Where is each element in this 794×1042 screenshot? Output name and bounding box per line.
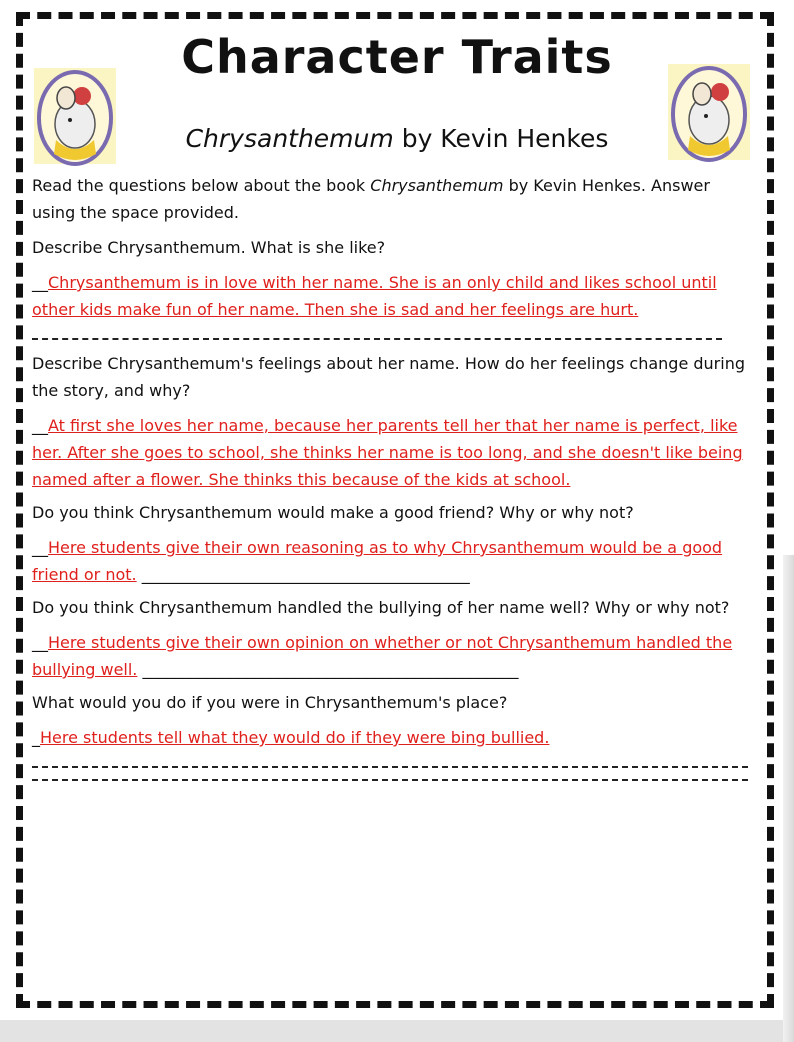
intro-text	[32, 172, 750, 226]
blank-answer-line[interactable]	[32, 778, 748, 781]
answer-suffix-blank: _______________________________________________	[137, 660, 519, 679]
page-subtitle	[0, 124, 794, 153]
intro-book-title: Chrysanthemum	[370, 176, 504, 195]
answer-prefix: __	[32, 538, 48, 557]
question-4: Do you think Chrysanthemum handled the bullying of her name well? Why or why not?	[32, 598, 730, 617]
answer-text: Chrysanthemum is in love with her name. She is an only child and likes school until other kids make fun of her name. Then she is sad and her feelings are hurt.	[32, 273, 717, 319]
answer-prefix: __	[32, 633, 48, 652]
answer-prefix: __	[32, 273, 48, 292]
blank-answer-line[interactable]	[32, 765, 748, 768]
page-edge-shadow	[0, 1020, 794, 1042]
answer-prefix: _	[32, 728, 40, 747]
blank-answer-line[interactable]	[32, 337, 722, 340]
worksheet-body	[32, 172, 750, 791]
intro-after: by Kevin Henkes. Answer using the space provided.	[32, 176, 710, 222]
answer-text: Here students tell what they would do if they were bing bullied.	[40, 728, 550, 747]
answer-prefix: __	[32, 416, 48, 435]
answer-2[interactable]	[32, 412, 750, 493]
question-5: What would you do if you were in Chrysanthemum's place?	[32, 693, 508, 712]
question-3: Do you think Chrysanthemum would make a good friend? Why or why not?	[32, 503, 634, 522]
answer-text: Here students give their own opinion on whether or not Chrysanthemum handled the bullying well.	[32, 633, 733, 679]
question-2: Describe Chrysanthemum's feelings about her name. How do her feelings change during the story, and why?	[32, 354, 745, 400]
answer-text: At first she loves her name, because her parents tell her that her name is perfect, like her. After she goes to school, she thinks her name is too long, and she doesn't like being named after a flower. She thinks this because of the kids at school.	[32, 416, 743, 489]
answer-4[interactable]	[32, 629, 750, 683]
answer-1[interactable]	[32, 269, 750, 323]
page-title: Character Traits	[181, 30, 613, 84]
answer-3[interactable]	[32, 534, 750, 588]
answer-5[interactable]	[32, 724, 750, 751]
intro-before: Read the questions below about the book	[32, 176, 371, 195]
subtitle-book-title: Chrysanthemum	[185, 124, 394, 153]
page-edge-right-shadow	[783, 555, 794, 1042]
question-1: Describe Chrysanthemum. What is she like?	[32, 238, 386, 257]
answer-text: Here students give their own reasoning as to why Chrysanthemum would be a good friend or not.	[32, 538, 723, 584]
subtitle-author: by Kevin Henkes	[393, 124, 609, 153]
answer-suffix-blank: _________________________________________	[136, 565, 470, 584]
